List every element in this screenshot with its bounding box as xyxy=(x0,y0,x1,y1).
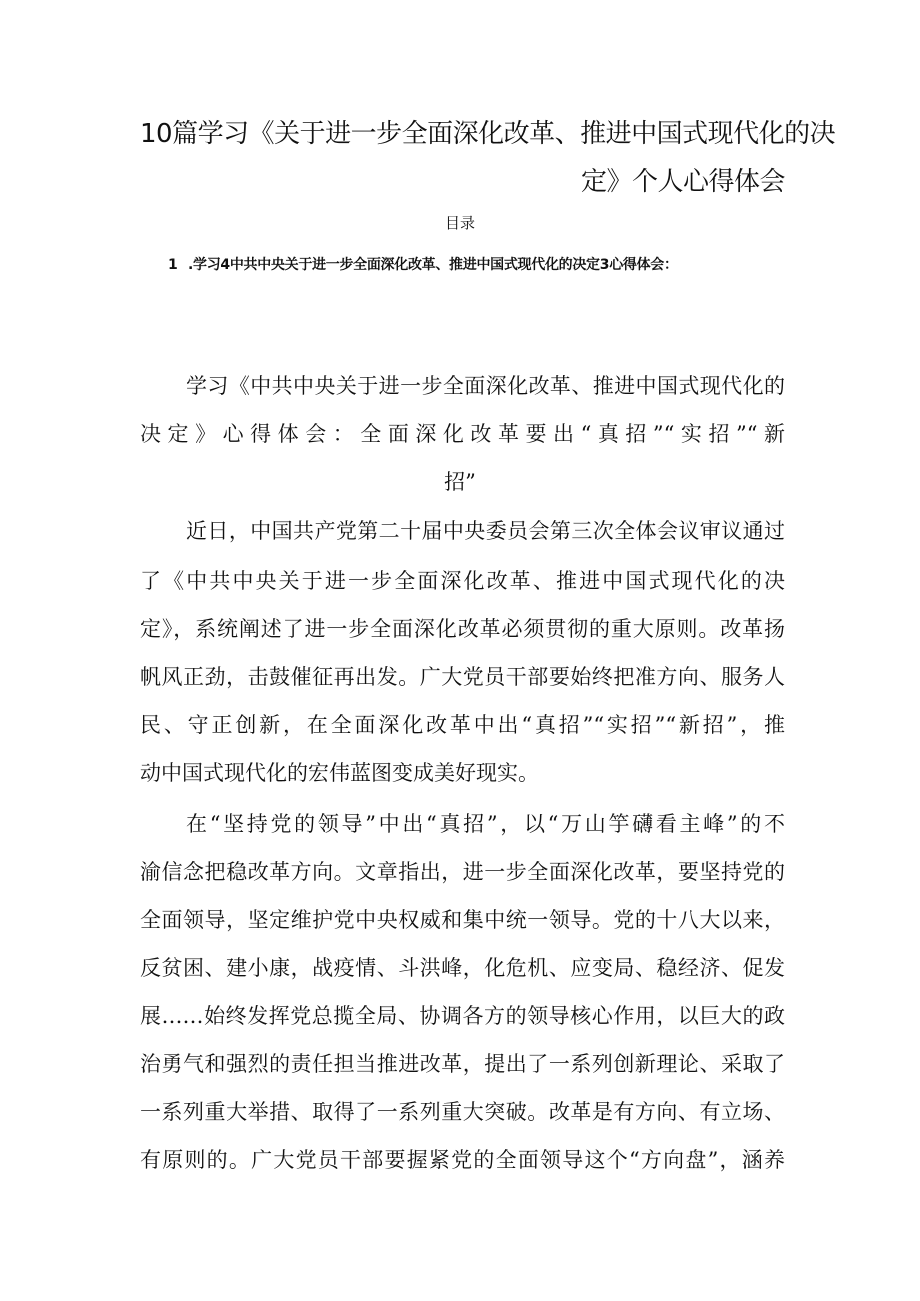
paragraph-line: 近日，中国共产党第二十届中央委员会第三次全体会议审议通过 xyxy=(186,519,785,543)
toc-entry-text: .学习4中共中央关于进一步全面深化改革、推进中国式现代化的决定3心得体会： xyxy=(188,257,678,273)
toc-entry-number: 1 xyxy=(168,257,178,273)
paragraph-line: 有原则的。广大党员干部要握紧党的全面领导这个“方向盘”，涵养 xyxy=(140,1148,785,1172)
paragraph-line: 动中国式现代化的宏伟蓝图变成美好现实。 xyxy=(140,761,539,785)
paragraph-line: 在“坚持党的领导”中出“真招”，以“万山竽礴看主峰”的不 xyxy=(186,812,785,836)
paragraph-line: 展……始终发挥党总揽全局、协调各方的领导核心作用，以巨大的政 xyxy=(140,1004,785,1028)
paragraph-line: 全面领导，坚定维护党中央权威和集中统一领导。党的十八大以来， xyxy=(140,908,785,932)
paragraph-line: 渝信念把稳改革方向。文章指出，进一步全面深化改革，要坚持党的 xyxy=(140,860,785,884)
paragraph-line: 了《中共中央关于进一步全面深化改革、推进中国式现代化的决 xyxy=(140,569,785,593)
toc-entry[interactable] xyxy=(168,254,678,274)
article-title-line: 招” xyxy=(444,470,476,494)
toc-heading: 目录 xyxy=(444,214,475,232)
article-title-line: 决定》心得体会：全面深化改革要出“真招”“实招”“新 xyxy=(140,422,785,446)
paragraph-line: 定》，系统阐述了进一步全面深化改革必须贯彻的重大原则。改革扬 xyxy=(140,617,785,641)
paragraph-line: 帆风正劲，击鼓催征再出发。广大党员干部要始终把准方向、服务人 xyxy=(140,665,785,689)
paragraph-line: 治勇气和强烈的责任担当推进改革，提出了一系列创新理论、采取了 xyxy=(140,1052,785,1076)
paragraph-line: 一系列重大举措、取得了一系列重大突破。改革是有方向、有立场、 xyxy=(140,1100,785,1124)
document-title-line-1: 10篇学习《关于进一步全面深化改革、推进中国式现代化的决 xyxy=(140,119,836,149)
paragraph-line: 反贫困、建小康，战疫情、斗洪峰，化危机、应变局、稳经济、促发 xyxy=(140,956,785,980)
paragraph-line: 民、守正创新，在全面深化改革中出“真招”“实招”“新招”，推 xyxy=(140,713,785,737)
article-title-line: 学习《中共中央关于进一步全面深化改革、推进中国式现代化的 xyxy=(186,374,785,398)
document-title-line-2: 定》个人心得体会 xyxy=(580,167,785,197)
